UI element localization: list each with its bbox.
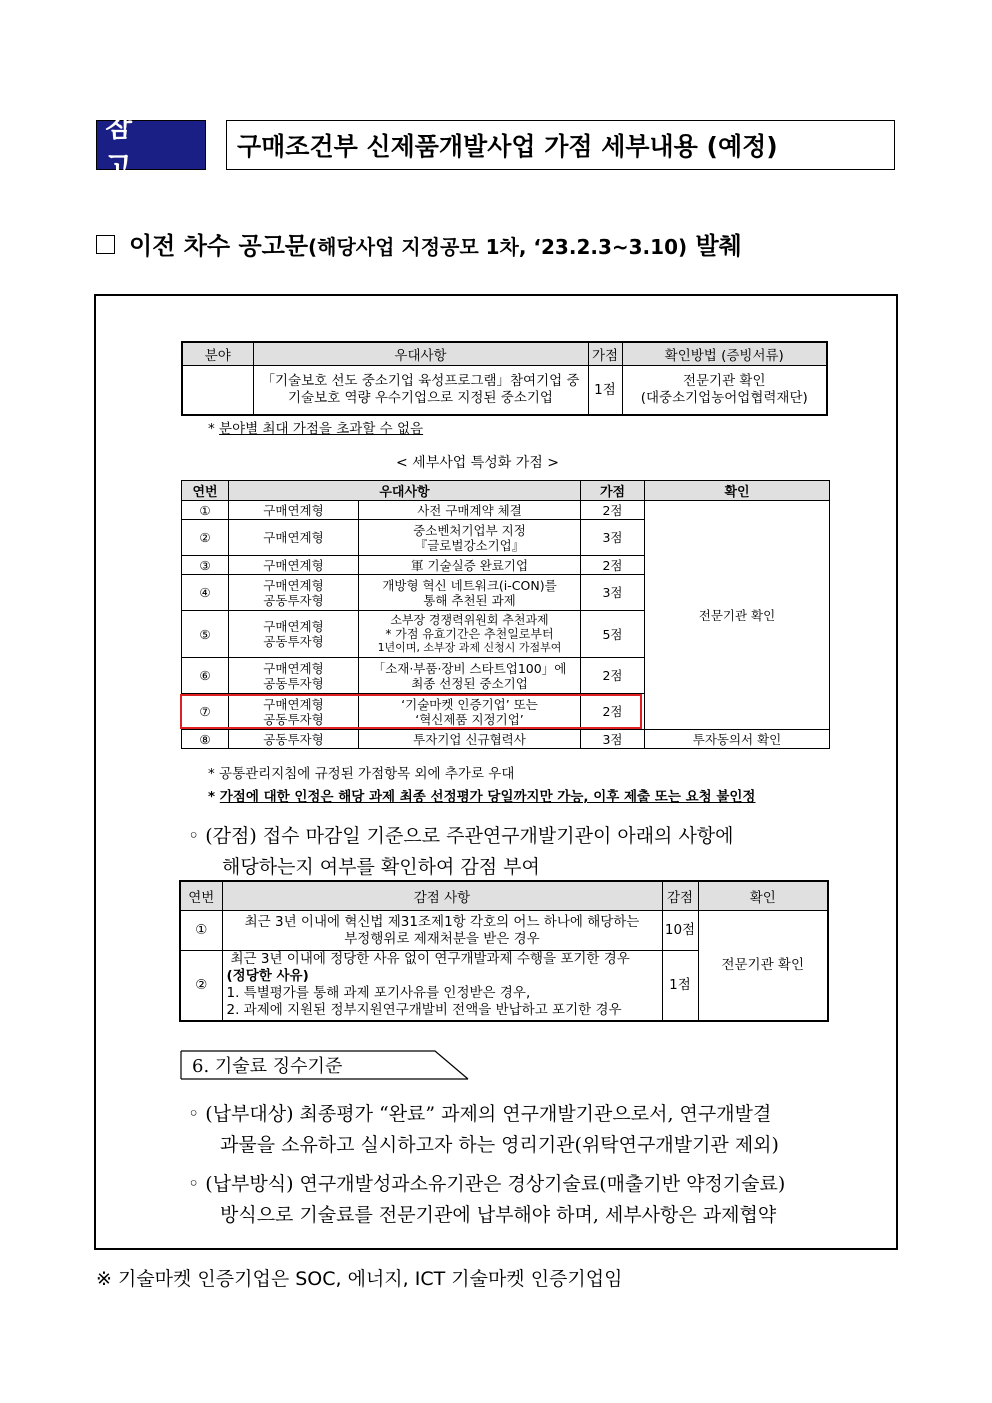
type-line: 구매연계형 — [263, 660, 324, 676]
header-cell: 우대사항 — [229, 481, 581, 501]
header-cell: 분야 — [182, 342, 253, 366]
item-line: 「기술보호 선도 중소기업 육성프로그램」참여기업 중 — [261, 373, 580, 389]
item-line: 「소재·부품·장비 스타트업100」에 — [372, 660, 567, 676]
type-line: 구매연계형 — [263, 577, 324, 593]
points-cell: 3점 — [581, 730, 645, 749]
item-cell — [253, 366, 588, 416]
points-cell: 3점 — [581, 520, 645, 556]
highlight-box — [180, 694, 642, 729]
item-cell — [359, 658, 581, 694]
deduction-bullet — [188, 821, 818, 883]
section-title-end: 발췌 — [695, 232, 742, 260]
section-heading — [96, 226, 742, 261]
no-cell: ⑧ — [182, 730, 229, 749]
item-line: 소부장 경쟁력위원회 추천과제 — [390, 613, 549, 627]
no-cell: ⑥ — [182, 658, 229, 694]
item-cell — [359, 520, 581, 556]
no-cell: ④ — [182, 575, 229, 611]
item-line: 최근 3년 이내에 혁신법 제31조제1항 각호의 어느 하나에 해당하는 — [244, 913, 640, 930]
item-cell — [359, 501, 581, 520]
item-line: ‘기술마켓 인증기업’ 또는 — [401, 696, 538, 712]
table-row — [182, 366, 827, 416]
table2-note: * 공통관리지침에 규정된 가점항목 외에 추가로 우대 — [208, 766, 515, 782]
type-line: 공동투자형 — [263, 731, 324, 747]
payment-target-bullet — [188, 1099, 828, 1161]
item-line: 『글로벌강소기업』 — [414, 537, 525, 553]
header-cell: 확인방법 (증빙서류) — [622, 342, 827, 366]
item-line: 중소벤처기업부 지정 — [413, 522, 526, 538]
points-cell: 2점 — [581, 501, 645, 520]
table2-caption: < 세부사업 특성화 가점 > — [396, 455, 559, 471]
deduction-table — [179, 880, 829, 1022]
table1-note — [208, 417, 423, 437]
bullet-line: 방식으로 기술료를 전문기관에 납부해야 하며, 세부사항은 과제협약 — [220, 1204, 777, 1226]
table2-note-bold — [208, 785, 755, 805]
checkbox-square-icon — [96, 235, 115, 254]
check-line: (대중소기업농어업협력재단) — [640, 390, 808, 406]
item-line: 최근 3년 이내에 정당한 사유 없이 연구개발과제 수행을 포기한 경우 — [230, 951, 630, 968]
note-prefix: * — [208, 421, 215, 437]
type-cell — [229, 575, 359, 611]
no-cell: ① — [182, 501, 229, 520]
type-cell — [229, 658, 359, 694]
table-row — [182, 730, 830, 749]
item-cell — [222, 911, 662, 951]
points-cell: 3점 — [581, 575, 645, 611]
header-cell: 우대사항 — [253, 342, 588, 366]
item-line: 통해 추천된 과제 — [423, 592, 516, 608]
table-header-row — [180, 881, 828, 911]
table-header-row — [182, 481, 830, 501]
type-line: 구매연계형 — [263, 530, 324, 545]
points-cell: 2점 — [581, 556, 645, 575]
header-cell: 연번 — [180, 881, 222, 911]
no-cell: ⑤ — [182, 611, 229, 658]
bullet-line: 과물을 소유하고 실시하고자 하는 영리기관(위탁연구개발기관 제외) — [220, 1134, 779, 1156]
type-cell — [229, 520, 359, 556]
type-cell — [229, 501, 359, 520]
table-header-row — [182, 342, 827, 366]
item-line: 軍 기술실증 완료기업 — [410, 557, 529, 573]
header-cell: 가점 — [588, 342, 622, 366]
item-line: 1년이며, 소부장 과제 신청시 가점부여 — [377, 641, 562, 654]
type-cell — [229, 556, 359, 575]
note-prefix: * — [208, 789, 216, 805]
bullet-line: ◦ (감점) 접수 마감일 기준으로 주관연구개발기관이 아래의 사항에 — [188, 825, 734, 847]
points-cell: 2점 — [581, 658, 645, 694]
section6-label: 6. 기술료 징수기준 — [192, 1056, 343, 1077]
item-cell — [222, 951, 662, 1021]
type-line: 공동투자형 — [263, 592, 324, 608]
header-cell: 확인 — [698, 881, 828, 911]
points-cell: 1점 — [662, 951, 698, 1021]
no-cell: ⑦ — [182, 694, 229, 730]
item-line: (정당한 사유) — [226, 968, 309, 985]
header-cell: 연번 — [182, 481, 229, 501]
item-line: 최종 선정된 중소기업 — [411, 675, 528, 691]
item-line: 사전 구매계약 체결 — [417, 502, 522, 518]
preference-table — [181, 341, 828, 416]
payment-method-bullet — [188, 1169, 828, 1231]
section-title-main: 이전 차수 공고문 — [129, 232, 308, 260]
item-line: * 가점 유효기간은 추천일로부터 — [385, 627, 554, 641]
type-line: 구매연계형 — [263, 619, 324, 634]
header-cell: 감점 사항 — [222, 881, 662, 911]
item-line: ‘혁신제품 지정기업’ — [415, 711, 524, 727]
no-cell: ② — [182, 520, 229, 556]
item-line: 1. 특별평가를 통해 과제 포기사유를 인정받은 경우, — [226, 985, 531, 1002]
bullet-line: 해당하는지 여부를 확인하여 감점 부여 — [222, 856, 540, 878]
field-cell — [182, 366, 253, 416]
type-line: 구매연계형 — [263, 557, 324, 573]
note-text: 분야별 최대 가점을 초과할 수 없음 — [219, 421, 424, 437]
no-cell: ① — [180, 911, 222, 951]
check-cell: 전문기관 확인 — [698, 911, 828, 1021]
points-cell: 1점 — [588, 366, 622, 416]
type-line: 공동투자형 — [263, 634, 324, 649]
header-cell: 확인 — [645, 481, 830, 501]
table-row — [180, 911, 828, 951]
check-cell — [622, 366, 827, 416]
no-cell: ③ — [182, 556, 229, 575]
check-line: 전문기관 확인 — [682, 373, 766, 389]
section-title-sub: (해당사업 지정공모 1차, ‘23.2.3~3.10) — [308, 235, 688, 259]
item-cell — [359, 556, 581, 575]
type-line: 구매연계형 — [263, 502, 324, 518]
check-cell: 투자동의서 확인 — [645, 730, 830, 749]
page-title — [226, 120, 895, 170]
header-cell: 가점 — [581, 481, 645, 501]
type-line: 공동투자형 — [263, 711, 324, 727]
footnote: ※ 기술마켓 인증기업은 SOC, 에너지, ICT 기술마켓 인증기업임 — [96, 1268, 623, 1290]
type-line: 공동투자형 — [263, 675, 324, 691]
item-line: 개방형 혁신 네트워크(i-CON)를 — [382, 577, 557, 593]
item-line: 부정행위로 제재처분을 받은 경우 — [344, 930, 540, 947]
header-cell: 감점 — [662, 881, 698, 911]
item-line: 기술보호 역량 우수기업으로 지정된 중소기업 — [288, 390, 553, 406]
bullet-line: ◦ (납부대상) 최종평가 “완료” 과제의 연구개발기관으로서, 연구개발결 — [188, 1103, 772, 1125]
type-line: 구매연계형 — [263, 696, 324, 712]
table-row — [182, 501, 830, 520]
points-cell: 5점 — [581, 611, 645, 658]
page-title-text: 구매조건부 신제품개발사업 가점 세부내용 (예정) — [237, 132, 778, 161]
type-cell — [229, 611, 359, 658]
points-cell: 2점 — [581, 694, 645, 730]
item-cell — [359, 730, 581, 749]
check-merged-cell: 전문기관 확인 — [645, 501, 830, 730]
item-cell — [359, 611, 581, 658]
reference-label: 참 고 — [96, 120, 206, 170]
bullet-line: ◦ (납부방식) 연구개발성과소유기관은 경상기술료(매출기반 약정기술료) — [188, 1173, 786, 1195]
item-line: 투자기업 신규협력사 — [413, 731, 526, 747]
type-cell — [229, 730, 359, 749]
note-text: 가점에 대한 인정은 해당 과제 최종 선정평가 당일까지만 가능, 이후 제출 또는 요청 불인정 — [219, 789, 756, 805]
item-line: 2. 과제에 지원된 정부지원연구개발비 전액을 반납하고 포기한 경우 — [226, 1002, 622, 1019]
no-cell: ② — [180, 951, 222, 1021]
item-cell — [359, 575, 581, 611]
points-cell: 10점 — [662, 911, 698, 951]
